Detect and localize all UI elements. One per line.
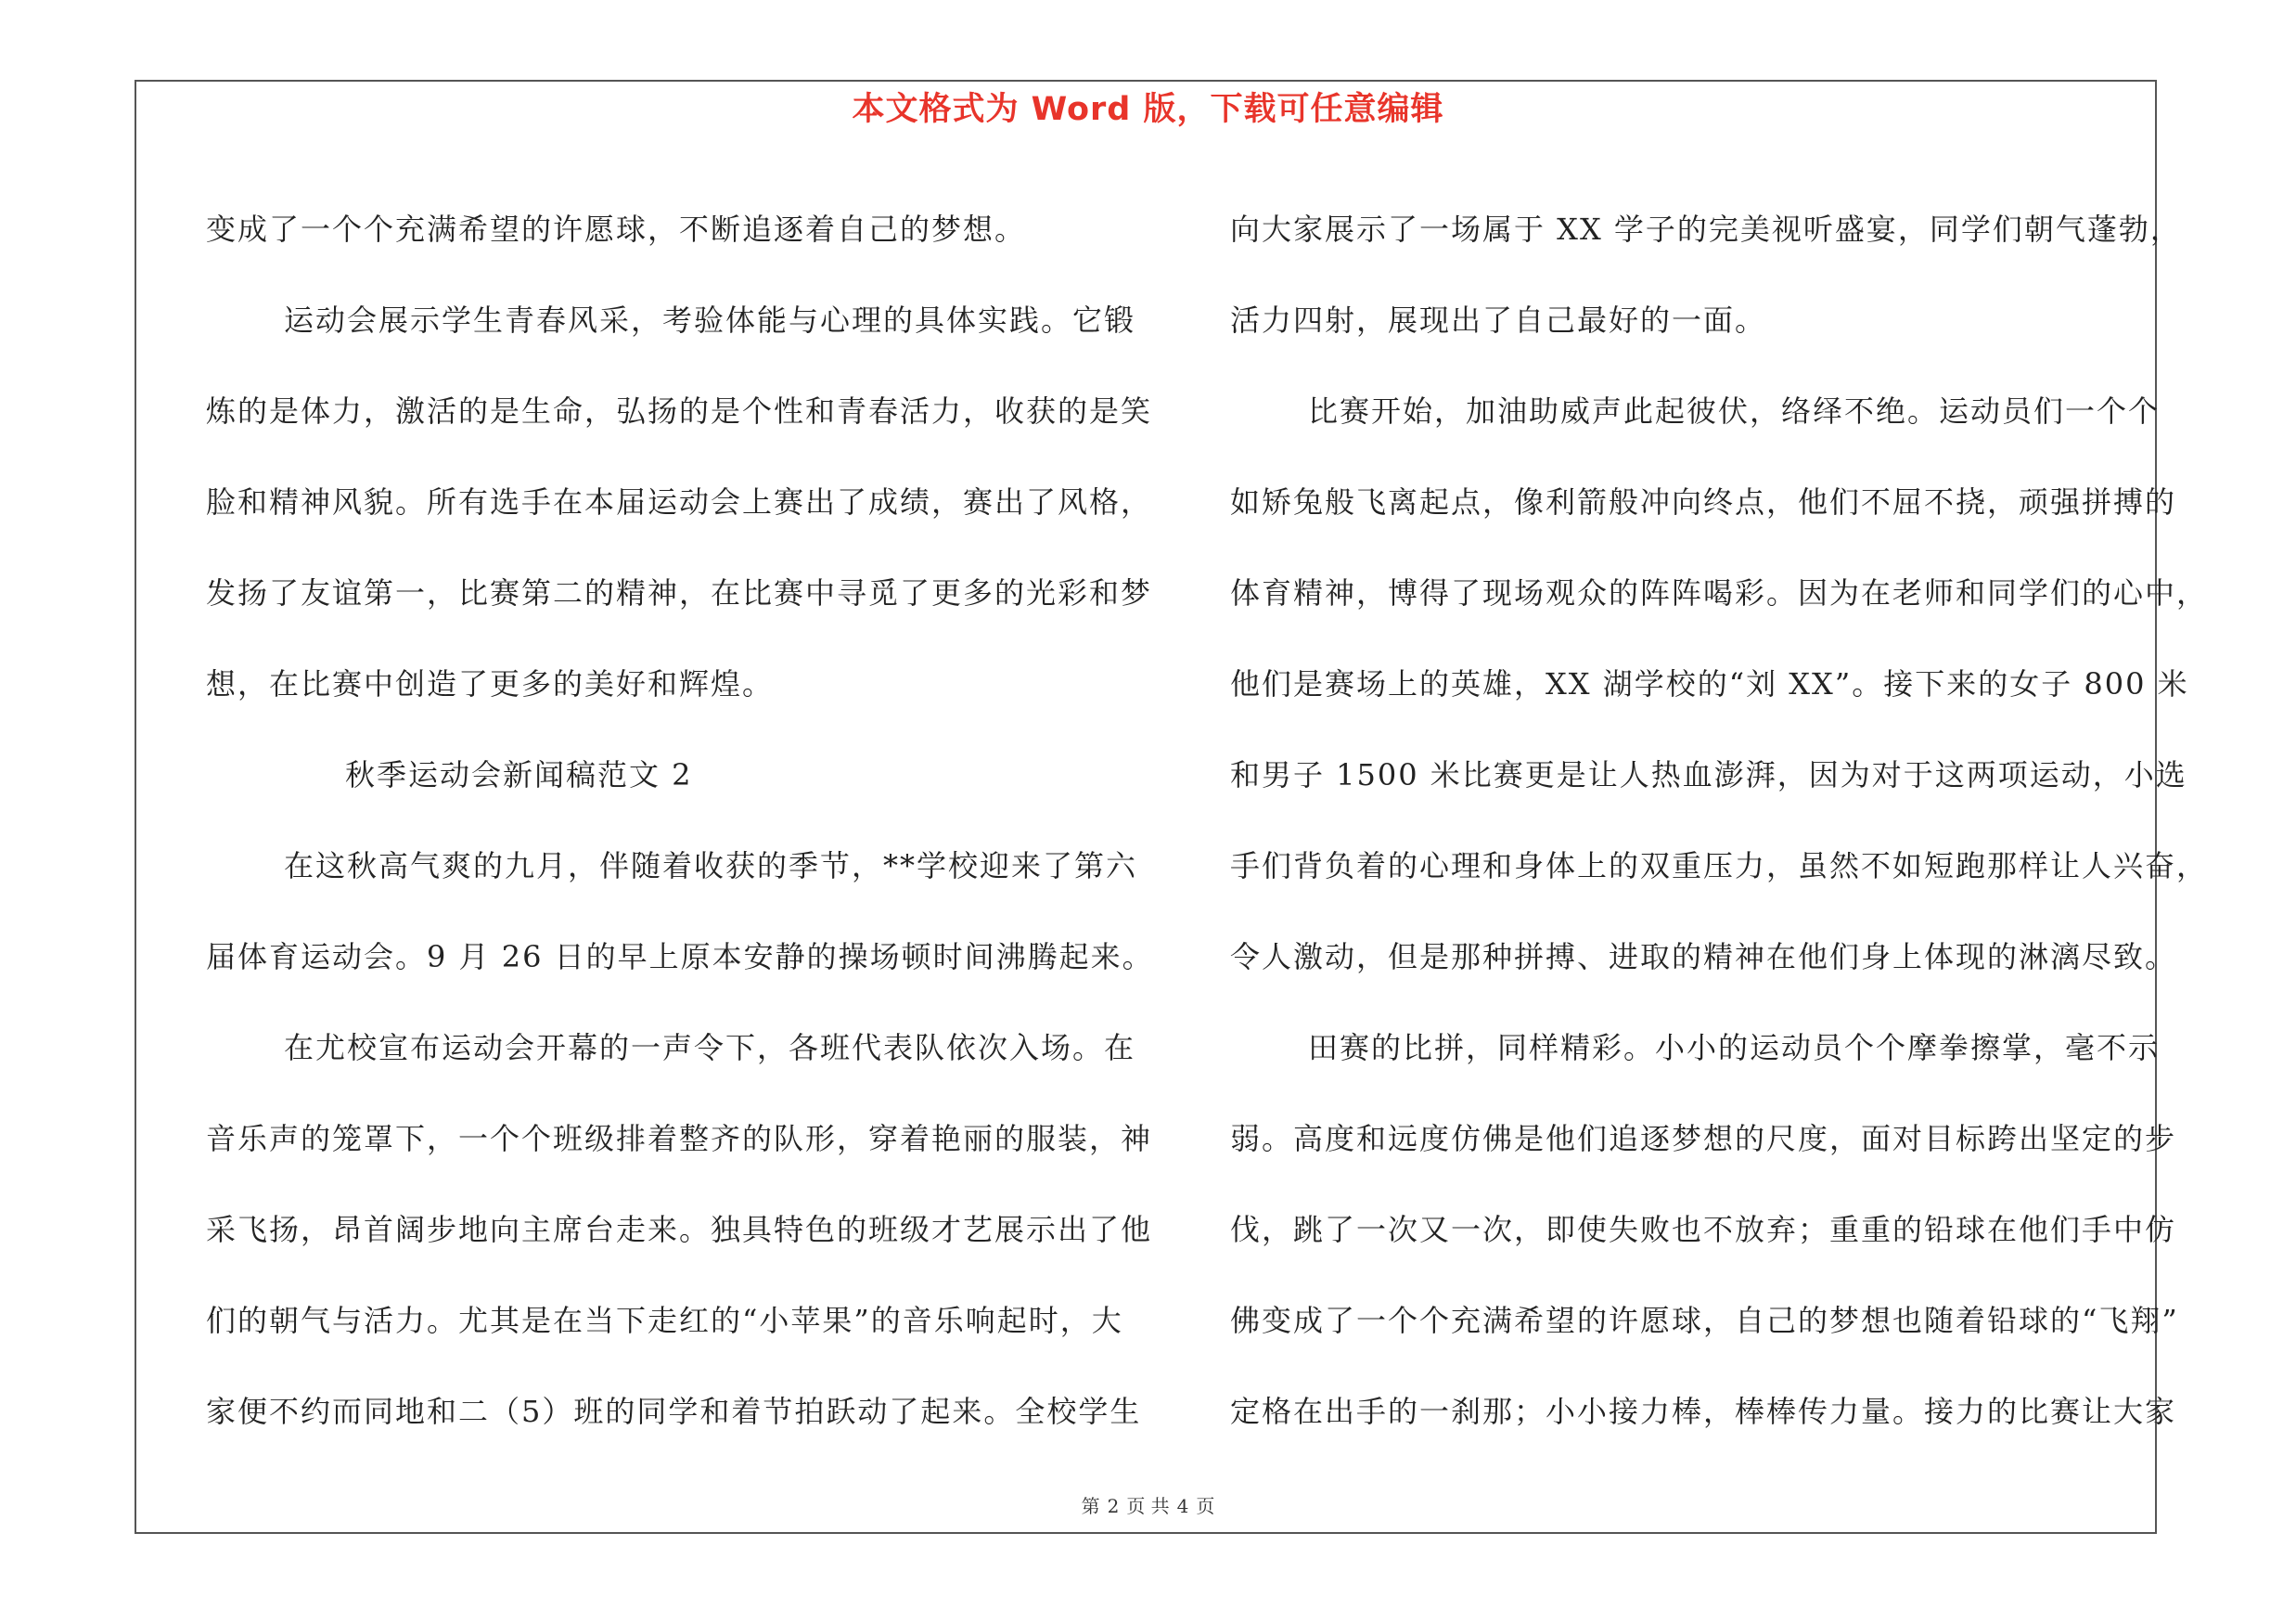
- paragraph-line: 发扬了友谊第一，比赛第二的精神，在比赛中寻觅了更多的光彩和梦: [206, 575, 1153, 611]
- paragraph-line: 音乐声的笼罩下，一个个班级排着整齐的队形，穿着艳丽的服装，神: [206, 1121, 1153, 1156]
- section-heading: 秋季运动会新闻稿范文 2: [345, 757, 693, 792]
- paragraph-line: 炼的是体力，激活的是生命，弘扬的是个性和青春活力，收获的是笑: [206, 393, 1153, 429]
- left-text-column: [206, 184, 1154, 1457]
- paragraph-line: 活力四射，展现出了自己最好的一面。: [1230, 303, 1767, 338]
- page-number-footer: [0, 1494, 2296, 1518]
- word-format-banner: 本文格式为 Word 版，下载可任意编辑: [852, 91, 1444, 128]
- paragraph-line: 在尤校宣布运动会开幕的一声令下，各班代表队依次入场。在: [284, 1030, 1136, 1065]
- paragraph-line: 采飞扬，昂首阔步地向主席台走来。独具特色的班级才艺展示出了他: [206, 1212, 1153, 1247]
- paragraph-line: 变成了一个个充满希望的许愿球，不断追逐着自己的梦想。: [206, 212, 1027, 247]
- paragraph-line: 定格在出手的一刹那；小小接力棒，棒棒传力量。接力的比赛让大家: [1230, 1394, 2177, 1429]
- paragraph-line: 向大家展示了一场属于 XX 学子的完美视听盛宴，同学们朝气蓬勃，: [1230, 212, 2182, 247]
- footer-prefix: 第: [1081, 1495, 1100, 1517]
- paragraph-line: 想，在比赛中创造了更多的美好和辉煌。: [206, 666, 775, 702]
- paragraph-line: 运动会展示学生青春风采，考验体能与心理的具体实践。它锻: [284, 303, 1136, 338]
- paragraph-line: 体育精神，博得了现场观众的阵阵喝彩。因为在老师和同学们的心中，: [1230, 575, 2209, 611]
- paragraph-line: 佛变成了一个个充满希望的许愿球，自己的梦想也随着铅球的“飞翔”: [1230, 1303, 2179, 1338]
- paragraph-line: 们的朝气与活力。尤其是在当下走红的“小苹果”的音乐响起时，大: [206, 1303, 1123, 1338]
- footer-middle: 页 共: [1126, 1495, 1170, 1517]
- paragraph-line: 和男子 1500 米比赛更是让人热血澎湃，因为对于这两项运动，小选: [1230, 757, 2187, 792]
- footer-suffix: 页: [1196, 1495, 1215, 1517]
- paragraph-line: 他们是赛场上的英雄，XX 湖学校的“刘 XX”。接下来的女子 800 米: [1230, 666, 2189, 702]
- paragraph-line: 令人激动，但是那种拼搏、进取的精神在他们身上体现的淋漓尽致。: [1230, 939, 2177, 974]
- paragraph-line: 如矫兔般飞离起点，像利箭般冲向终点，他们不屈不挠，顽强拼搏的: [1230, 484, 2177, 520]
- paragraph-line: 比赛开始，加油助威声此起彼伏，络绎不绝。运动员们一个个: [1308, 393, 2161, 429]
- current-page-number: 2: [1107, 1495, 1120, 1517]
- total-page-count: 4: [1176, 1495, 1189, 1517]
- paragraph-line: 手们背负着的心理和身体上的双重压力，虽然不如短跑那样让人兴奋，: [1230, 848, 2209, 883]
- paragraph-line: 在这秋高气爽的九月，伴随着收获的季节，**学校迎来了第六: [284, 848, 1138, 883]
- right-text-column: [1230, 184, 2209, 1457]
- paragraph-line: 伐，跳了一次又一次，即使失败也不放弃；重重的铅球在他们手中仿: [1230, 1212, 2177, 1247]
- paragraph-line: 届体育运动会。9 月 26 日的早上原本安静的操场顿时间沸腾起来。: [206, 939, 1154, 974]
- paragraph-line: 田赛的比拼，同样精彩。小小的运动员个个摩拳擦掌，毫不示: [1308, 1030, 2161, 1065]
- paragraph-line: 家便不约而同地和二（5）班的同学和着节拍跃动了起来。全校学生: [206, 1394, 1142, 1429]
- paragraph-line: 弱。高度和远度仿佛是他们追逐梦想的尺度，面对目标跨出坚定的步: [1230, 1121, 2177, 1156]
- paragraph-line: 脸和精神风貌。所有选手在本届运动会上赛出了成绩，赛出了风格，: [206, 484, 1153, 520]
